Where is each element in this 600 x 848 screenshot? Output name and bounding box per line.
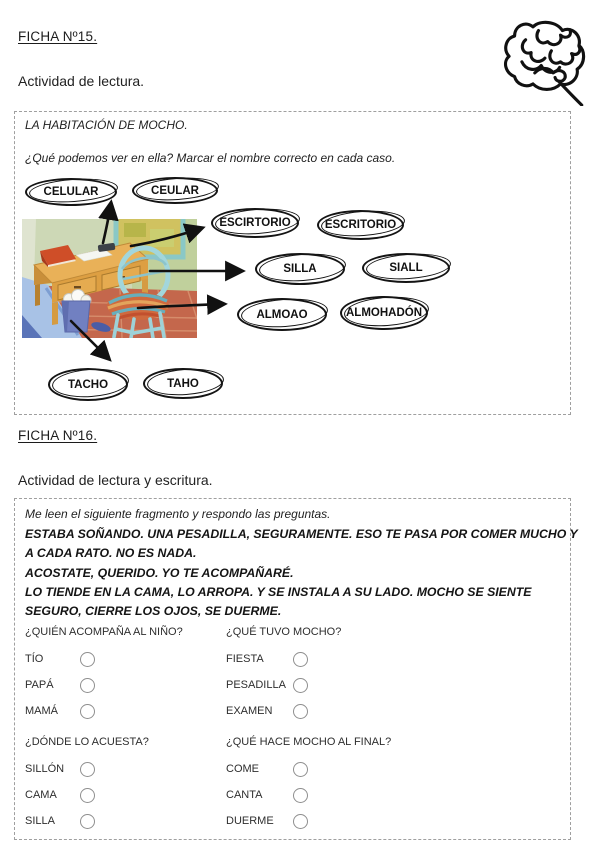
fragment-line: SEGURO, CIERRE LOS OJOS, SE DUERME. [25,604,282,619]
option-row [25,756,220,782]
question-title: ¿DÓNDE LO ACUESTA? [25,736,149,748]
option-row [25,646,220,672]
option-label: TÍO [25,653,44,665]
option-label: FIESTA [226,653,264,665]
ficha15-title: FICHA Nº15. [18,29,98,44]
option-row [25,808,220,834]
fragment-line: ESTABA SOÑANDO. UNA PESADILLA, SEGURAMENTE. ESO TE PASA POR COMER MUCHO Y [25,527,578,541]
fragment-line: ACOSTATE, QUERIDO. YO TE ACOMPAÑARÉ. [25,565,294,580]
answer-circle-mama[interactable] [80,704,95,719]
answer-circle-pesadilla[interactable] [293,678,308,693]
ficha16-subtitle: Actividad de lectura y escritura. [18,472,213,488]
trash-can [62,290,91,333]
question-block-que-hace-final [226,736,421,834]
box1-prompt: ¿Qué podemos ver en ella? Marcar el nombre correcto en cada caso. [25,151,396,165]
word-oval-ceular[interactable]: CEULAR [132,177,218,204]
option-row [226,808,421,834]
word-oval-escirtorio[interactable]: ESCIRTORIO [211,208,299,238]
option-row [226,646,421,672]
ficha15-subtitle: Actividad de lectura. [18,73,145,89]
option-label: SILLÓN [25,763,65,775]
option-row [226,672,421,698]
word-oval-celular[interactable]: CELULAR [25,178,117,206]
answer-circle-papa[interactable] [80,678,95,693]
word-oval-silla[interactable]: SILLA [255,253,345,285]
word-oval-almoao[interactable]: ALMOAO [237,298,327,331]
answer-circle-sillon[interactable] [80,762,95,777]
option-row [226,698,421,724]
option-label: PESADILLA [226,679,286,691]
option-label: PAPÁ [25,679,54,691]
answer-circle-examen[interactable] [293,704,308,719]
word-oval-taho[interactable]: TAHO [143,368,223,399]
option-label: CANTA [226,789,263,801]
word-oval-escritorio[interactable]: ESCRITORIO [317,210,404,240]
word-oval-tacho[interactable]: TACHO [48,368,128,401]
option-label: DUERME [226,815,274,827]
option-label: SILLA [25,815,55,827]
reading-fragment [25,525,578,621]
fragment-intro: Me leen el siguiente fragmento y respondo las preguntas. [25,507,331,521]
word-oval-siall[interactable]: SIALL [362,253,450,283]
question-title: ¿QUÉ HACE MOCHO AL FINAL? [226,736,392,748]
question-block-quien-acompana [25,626,220,724]
ficha16-title: FICHA Nº16. [18,428,98,443]
word-oval-almohadon[interactable]: ALMOHADÓN [340,296,428,330]
fragment-line: LO TIENDE EN LA CAMA, LO ARROPA. Y SE INSTALA A SU LADO. MOCHO SE SIENTE [25,584,532,599]
brain-doodle-icon [498,14,590,106]
question-title: ¿QUÉ TUVO MOCHO? [226,626,342,638]
room-illustration [22,219,197,338]
option-row [25,672,220,698]
answer-circle-tio[interactable] [80,652,95,667]
answer-circle-cama[interactable] [80,788,95,803]
option-label: EXAMEN [226,705,273,717]
option-row [25,782,220,808]
box1-title: LA HABITACIÓN DE MOCHO. [25,118,188,132]
option-row [226,782,421,808]
answer-circle-fiesta[interactable] [293,652,308,667]
option-label: CAMA [25,789,57,801]
answer-circle-come[interactable] [293,762,308,777]
option-row [25,698,220,724]
answer-circle-duerme[interactable] [293,814,308,829]
question-block-que-tuvo [226,626,421,724]
answer-circle-silla[interactable] [80,814,95,829]
option-label: COME [226,763,259,775]
option-label: MAMÁ [25,705,58,717]
option-row [226,756,421,782]
question-block-donde-acuesta [25,736,220,834]
question-title: ¿QUIÉN ACOMPAÑA AL NIÑO? [25,626,183,638]
answer-circle-canta[interactable] [293,788,308,803]
fragment-line: A CADA RATO. NO ES NADA. [25,546,197,561]
